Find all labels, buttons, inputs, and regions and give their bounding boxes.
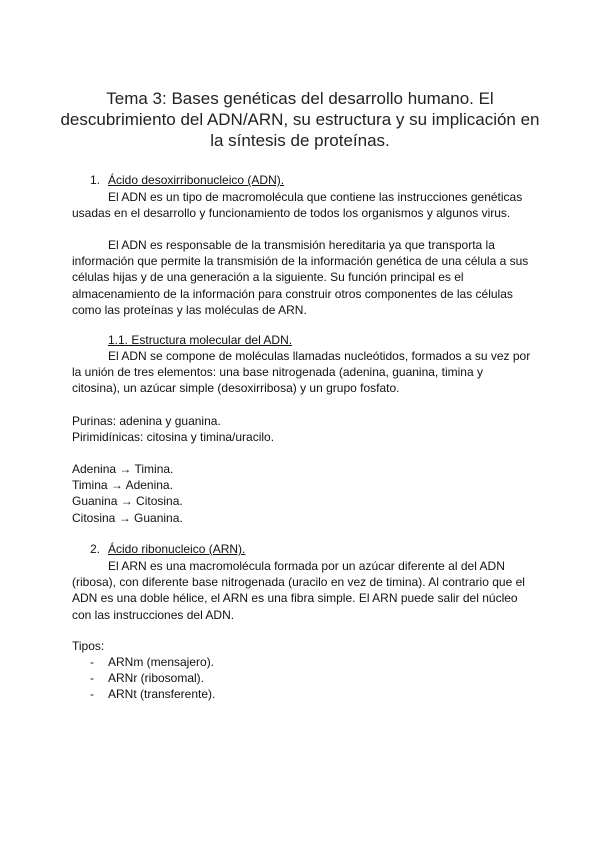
section-2-number: 2.	[90, 542, 101, 556]
section-2-paragraph: El ARN es una macromolécula formada por un azúcar diferente al del ADN (ribosa), con diferente base nitrogenada (uracilo en vez de timina). Al contrario que el ADN es una doble hélice, el ARN es una fibra simple. El ARN puede salir del núcleo con las instrucciones del ADN.	[72, 559, 525, 622]
list-item-text: ARNr (ribosomal).	[108, 671, 205, 686]
section-1-number: 1.	[90, 173, 101, 187]
bullet-dash: -	[90, 655, 94, 669]
bullet-dash: -	[90, 671, 94, 686]
section-1-1-paragraph: El ADN se compone de moléculas llamadas nucleótidos, formados a su vez por la unión de tres elementos: una base nitrogenada (adenina, guanina, timina y citosina), un azúcar simple (desoxirribosa) y un grupo fosfato.	[72, 349, 531, 396]
pirimidinicas-line: Pirimidínicas: citosina y timina/uracilo.	[72, 430, 275, 444]
bullet-dash: -	[90, 687, 94, 702]
base-pair: Guanina → Citosina.	[72, 494, 183, 509]
list-item-text: ARNm (mensajero).	[108, 655, 215, 669]
section-1-paragraph-2: El ADN es responsable de la transmisión hereditaria ya que transporta la información que permite la transmisión de la información genética de una célula a sus células hijas y de una generación a la siguiente. Su función principal es el almacenamiento de la información para construir otros componentes de las células como las proteínas y las moléculas de ARN.	[72, 238, 529, 317]
base-pair: Adenina → Timina.	[72, 462, 174, 476]
section-1-1-heading: 1.1. Estructura molecular del ADN.	[108, 333, 293, 347]
purinas-line: Purinas: adenina y guanina.	[72, 414, 221, 428]
section-1-heading: Ácido desoxirribonucleico (ADN).	[108, 173, 285, 187]
section-2-heading: Ácido ribonucleico (ARN).	[108, 542, 246, 556]
page-title: Tema 3: Bases genéticas del desarrollo humano. El descubrimiento del ADN/ARN, su estructura y su implicación en la síntesis de proteínas.	[60, 89, 540, 150]
list-item	[72, 686, 534, 702]
base-pair: Timina → Adenina.	[72, 478, 173, 493]
tipos-label: Tipos:	[72, 639, 105, 653]
tipos-list	[72, 654, 534, 703]
list-item-text: ARNt (transferente).	[108, 687, 216, 702]
list-item	[72, 670, 534, 686]
section-1-paragraph-1: El ADN es un tipo de macromolécula que contiene las instrucciones genéticas usadas en el desarrollo y funcionamiento de todos los organismos y algunos virus.	[72, 190, 523, 221]
list-item	[72, 654, 534, 670]
base-pair: Citosina → Guanina.	[72, 510, 183, 525]
base-pairs-list	[72, 461, 534, 526]
